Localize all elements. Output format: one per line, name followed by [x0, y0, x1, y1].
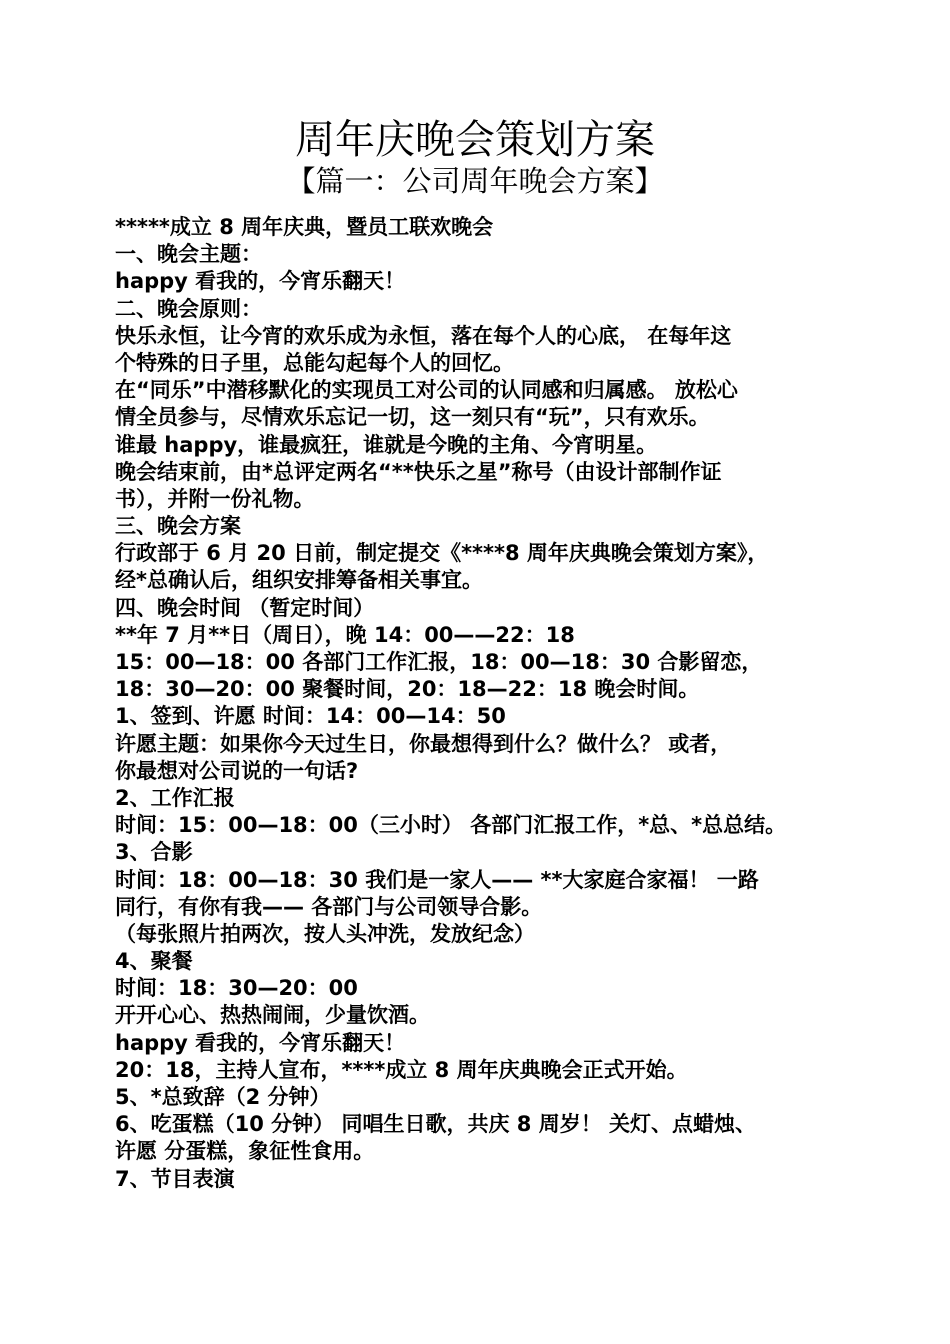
- text-line: 书），并附一份礼物。: [115, 486, 315, 511]
- text-line: 18：30—20：00 聚餐时间，20：18—22：18 晚会时间。: [115, 677, 700, 702]
- text-line: 情全员参与，尽情欢乐忘记一切，这一刻只有“玩”，只有欢乐。: [115, 405, 710, 430]
- section-heading: 四、晚会时间 （暂定时间）: [115, 595, 375, 620]
- text-line: 许愿主题：如果你今天过生日，你最想得到什么？做什么？ 或者，: [115, 731, 732, 756]
- text-line: **年 7 月**日（周日），晚 14：00——22：18: [115, 622, 575, 647]
- text-line: 行政部于 6 月 20 日前，制定提交《****8 周年庆典晚会策划方案》，: [115, 541, 769, 566]
- list-item-heading: 4、聚餐: [115, 949, 193, 974]
- text-line: *****成立 8 周年庆典，暨员工联欢晚会: [115, 215, 494, 239]
- text-line: 经*总确认后，组织安排筹备相关事宜。: [115, 568, 483, 593]
- text-line: （每张照片拍两次，按人头冲洗，发放纪念）: [115, 921, 535, 946]
- text-line: 开开心心、热热闹闹，少量饮酒。: [115, 1003, 430, 1028]
- text-line: 你最想对公司说的一句话?: [115, 758, 359, 783]
- text-line: happy 看我的，今宵乐翻天！: [115, 1030, 406, 1055]
- list-item-heading: 3、合影: [115, 840, 193, 865]
- list-item-heading: 2、工作汇报: [115, 785, 235, 810]
- section-heading: 二、晚会原则：: [115, 296, 262, 321]
- text-line: 15：00—18：00 各部门工作汇报，18：00—18：30 合影留恋，: [115, 650, 763, 674]
- text-line: 谁最 happy，谁最疯狂，谁就是今晚的主角、今宵明星。: [115, 432, 658, 457]
- text-line: 时间：18：30—20：00: [115, 976, 358, 1001]
- text-line: 在“同乐”中潜移默化的实现员工对公司的认同感和归属感。 放松心: [115, 378, 738, 403]
- list-item-heading: 7、节目表演: [115, 1166, 235, 1191]
- text-line: happy 看我的，今宵乐翻天！: [115, 269, 406, 294]
- document-body: [115, 214, 875, 1193]
- section-heading: 一、晚会主题：: [115, 242, 262, 267]
- text-line: 同行，有你有我—— 各部门与公司领导合影。: [115, 894, 543, 919]
- list-item-heading: 1、签到、许愿 时间：14：00—14：50: [115, 704, 506, 729]
- text-line: 个特殊的日子里，总能勾起每个人的回忆。: [115, 350, 514, 375]
- section-heading: 三、晚会方案: [115, 514, 241, 539]
- text-line: 许愿 分蛋糕，象征性食用。: [115, 1139, 375, 1164]
- text-line: 晚会结束前，由*总评定两名“**快乐之星”称号（由设计部制作证: [115, 459, 722, 484]
- text-line: 时间：15：00—18：00（三小时） 各部门汇报工作，*总、*总总结。: [115, 813, 787, 838]
- document-title: 周年庆晚会策划方案: [295, 117, 655, 163]
- text-line: 时间：18：00—18：30 我们是一家人—— **大家庭合家福！ 一路: [115, 867, 759, 892]
- text-line: 6、吃蛋糕（10 分钟） 同唱生日歌，共庆 8 周岁！ 关灯、点蜡烛、: [115, 1112, 757, 1137]
- text-line: 快乐永恒，让今宵的欢乐成为永恒，落在每个人的心底， 在每年这: [115, 323, 732, 348]
- document-subtitle: 【篇一：公司周年晚会方案】: [286, 164, 664, 198]
- text-line: 20：18，主持人宣布，****成立 8 周年庆典晚会正式开始。: [115, 1057, 688, 1082]
- list-item-heading: 5、*总致辞（2 分钟）: [115, 1085, 331, 1109]
